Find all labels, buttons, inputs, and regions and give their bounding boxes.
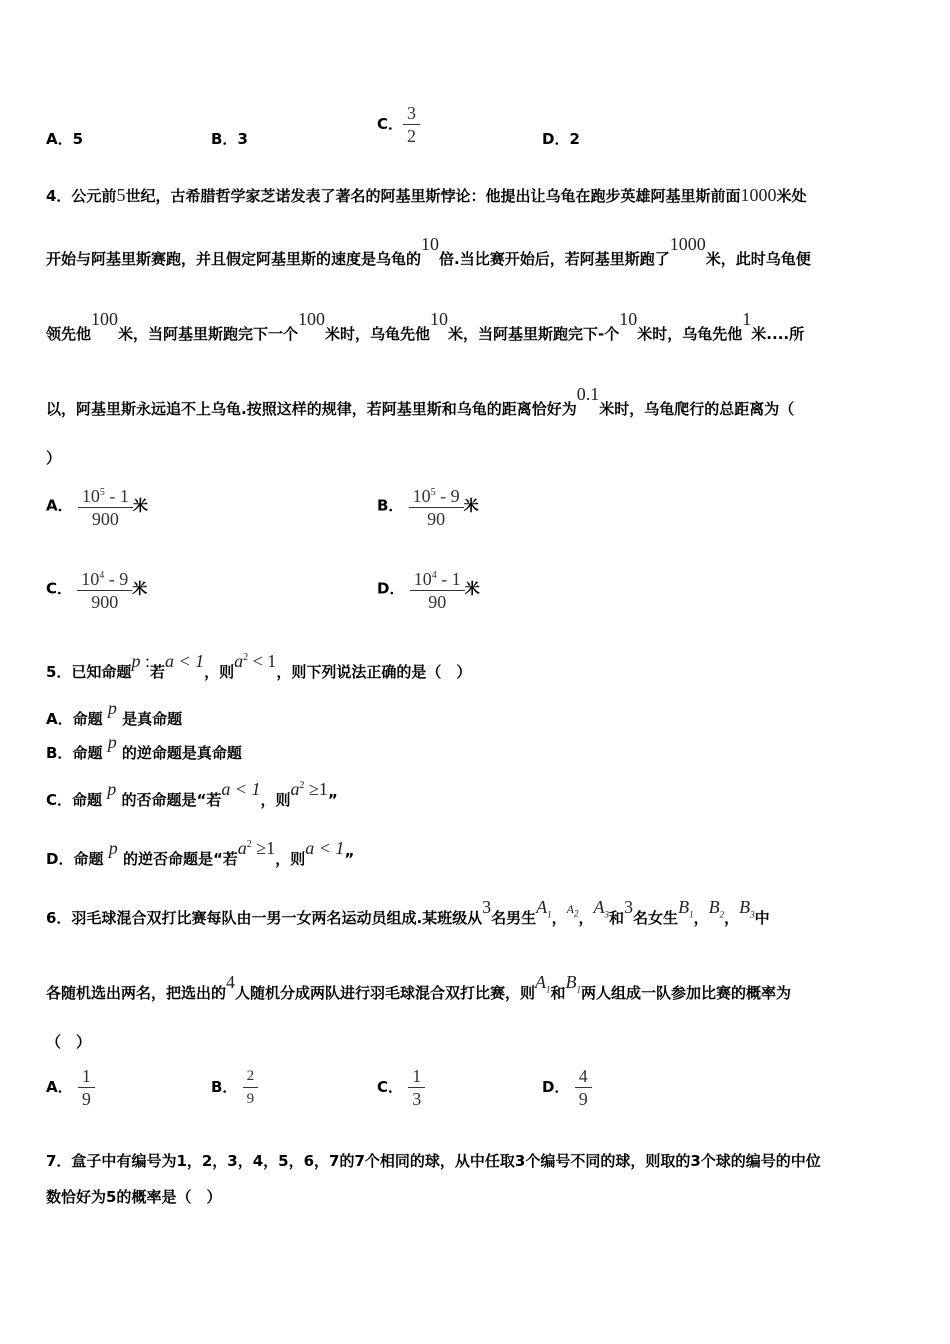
q7-line-1: 7．盒子中有编号为1，2，3，4，5，6，7的7个相同的球，从中任取3个编号不同的球，则取的3个球的编号的中位 [46, 1152, 821, 1170]
q4-option-b: B． $\frac{10^5 - 9}{90}$ 米 [377, 483, 479, 529]
q6-line-1: 6．羽毛球混合双打比赛每队由一男一女两名运动员组成.某班级从3名男生$A_1$，$^{A_2}$，$A_3$和3名女生$B_1$，$B_2$，$B_3$中 [46, 897, 770, 927]
q6-option-b: B． $\frac{2}{9}$ [211, 1066, 258, 1109]
q3-option-d: D．2 [542, 130, 580, 148]
q4-option-c: C． $\frac{10^4 - 9}{900}$ 米 [46, 566, 147, 612]
q6-line-2: 各随机选出两名，把选出的4人随机分成两队进行羽毛球混合双打比赛，则$A_1$和$B_1$两人组成一队参加比赛的概率为 [46, 972, 792, 1002]
q3-option-a: A．5 [46, 130, 84, 148]
q4-line-1: 4．公元前5世纪，古希腊哲学家芝诺发表了著名的阿基里斯悖论：他提出让乌龟在跑步英雄阿基里斯前面1000米处 [46, 185, 807, 205]
q4-option-d: D． $\frac{10^4 - 1}{90}$ 米 [377, 566, 480, 612]
q4-line-2: 开始与阿基里斯赛跑，并且假定阿基里斯的速度是乌龟的10倍.当比赛开始后，若阿基里斯跑了1000米，此时乌龟便 [46, 234, 811, 268]
q6-option-c: C． $\frac{1}{3}$ [377, 1066, 425, 1109]
q5-option-b: B．命题 p 的逆命题是真命题 [46, 732, 242, 762]
q3-option-c: C． $\frac{3}{2}$ [377, 103, 420, 146]
q3-option-b: B．3 [211, 130, 248, 148]
q5-stem: 5．已知命题p :若a < 1，则$a^2 < 1$，则下列说法正确的是（ ） [46, 651, 472, 681]
q7-line-2: 数恰好为5的概率是（ ） [46, 1188, 222, 1206]
q5-option-c: C．命题 p 的否命题是“若a < 1，则$a^2 \ge 1$” [46, 779, 338, 809]
q4-line-5: ） [46, 449, 62, 467]
q6-line-3: （ ） [46, 1033, 92, 1051]
q4-option-a: A． $\frac{10^5 - 1}{900}$ 米 [46, 483, 148, 529]
q4-line-3: 领先他100米，当阿基里斯跑完下一个100米时，乌龟先他10米，当阿基里斯跑完下-个10米时，乌龟先他1米....所 [46, 309, 805, 343]
q6-option-d: D． $\frac{4}{9}$ [542, 1066, 592, 1109]
q4-line-4: 以，阿基里斯永远追不上乌龟.按照这样的规律，若阿基里斯和乌龟的距离恰好为0.1米时，乌龟爬行的总距离为（ [46, 384, 795, 418]
q6-option-a: A． $\frac{1}{9}$ [46, 1066, 95, 1109]
q5-option-a: A．命题 p 是真命题 [46, 698, 183, 728]
q5-option-d: D．命题 p 的逆否命题是“若$a^2 \ge 1$，则a < 1” [46, 838, 355, 868]
